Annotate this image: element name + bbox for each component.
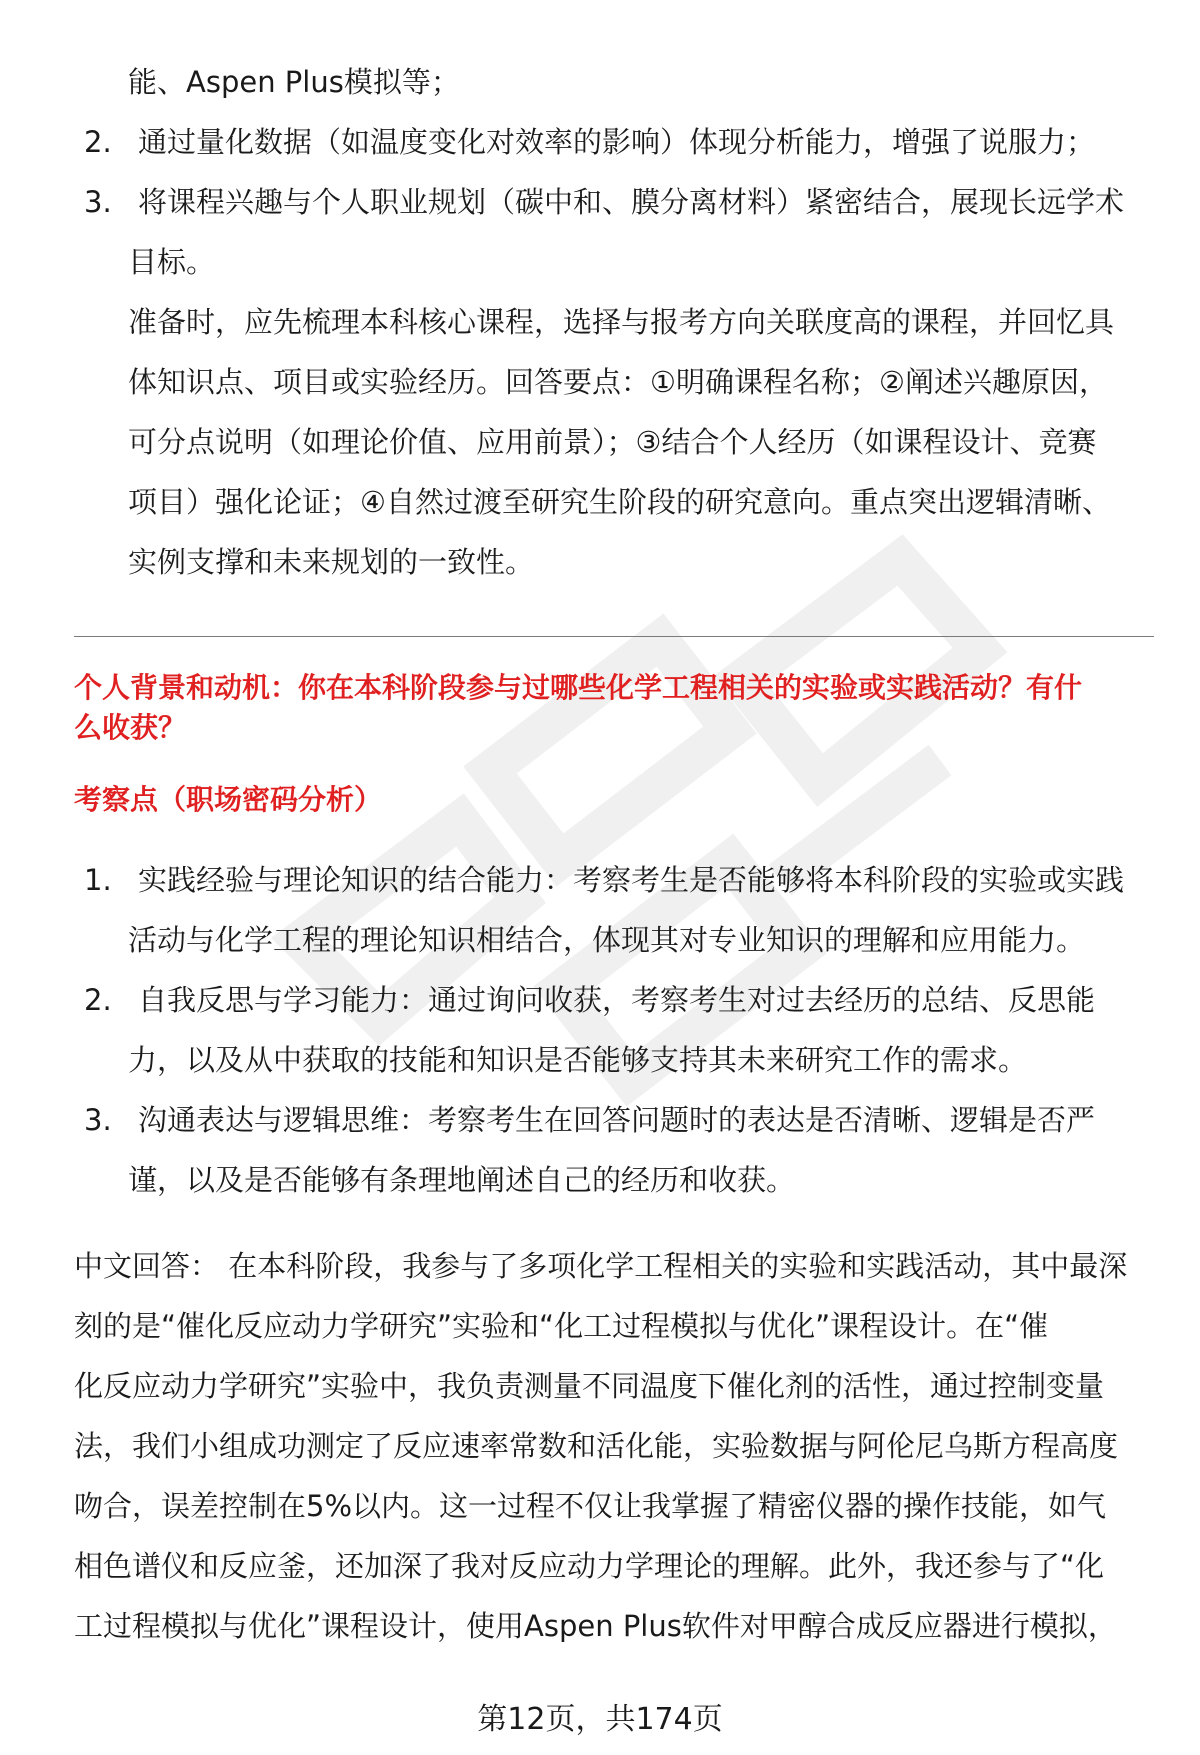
list-item xyxy=(74,112,1154,172)
list-text: 谨，以及是否能够有条理地阐述自己的经历和收获。 xyxy=(128,1163,796,1197)
list-item xyxy=(74,850,1154,970)
question-line: 么收获？ xyxy=(74,711,187,744)
question-line: 个人背景和动机：你在本科阶段参与过哪些化学工程相关的实验或实践活动？有什 xyxy=(74,671,1083,704)
note-line: 项目）强化论证；④自然过渡至研究生阶段的研究意向。重点突出逻辑清晰、 xyxy=(128,485,1111,519)
list-item xyxy=(74,1090,1154,1210)
answer-line: 吻合，误差控制在5%以内。这一过程不仅让我掌握了精密仪器的操作技能，如气 xyxy=(74,1489,1107,1523)
page-footer: 第12页，共174页 xyxy=(477,1702,723,1737)
list-number: 1. xyxy=(84,863,112,897)
answer-line: 刻的是“催化反应动力学研究”实验和“化工过程模拟与优化”课程设计。在“催 xyxy=(74,1309,1049,1343)
note-line: 体知识点、项目或实验经历。回答要点：①明确课程名称；②阐述兴趣原因， xyxy=(128,365,1108,399)
answer-line: 法，我们小组成功测定了反应速率常数和活化能，实验数据与阿伦尼乌斯方程高度 xyxy=(74,1429,1119,1463)
list-text: 将课程兴趣与个人职业规划（碳中和、膜分离材料）紧密结合，展现长远学术 xyxy=(138,185,1125,219)
note-line: 实例支撑和未来规划的一致性。 xyxy=(128,545,535,579)
list-text: 通过量化数据（如温度变化对效率的影响）体现分析能力，增强了说服力； xyxy=(138,125,1096,159)
list-item xyxy=(74,172,1154,292)
list-number: 3. xyxy=(84,185,112,219)
note-line: 可分点说明（如理论价值、应用前景）；③结合个人经历（如课程设计、竞赛 xyxy=(128,425,1097,459)
top-section xyxy=(74,52,1154,592)
list-text: 力，以及从中获取的技能和知识是否能够支持其未来研究工作的需求。 xyxy=(128,1043,1028,1077)
answer-line: 工过程模拟与优化”课程设计，使用Aspen Plus软件对甲醇合成反应器进行模拟， xyxy=(74,1609,1117,1643)
answer-paragraph xyxy=(74,1236,1154,1656)
list-text: 实践经验与理论知识的结合能力：考察考生是否能够将本科阶段的实验或实践 xyxy=(138,863,1125,897)
prep-note xyxy=(74,292,1154,592)
examine-heading: 考察点（职场密码分析） xyxy=(74,783,383,816)
list-text: 沟通表达与逻辑思维：考察考生在回答问题时的表达是否清晰、逻辑是否严 xyxy=(138,1103,1096,1137)
list-text: 自我反思与学习能力：通过询问收获，考察考生对过去经历的总结、反思能 xyxy=(138,983,1096,1017)
list-item xyxy=(74,970,1154,1090)
continued-line: 能、Aspen Plus模拟等； xyxy=(128,65,460,99)
answer-line: 中文回答： 在本科阶段，我参与了多项化学工程相关的实验和实践活动，其中最深 xyxy=(74,1249,1128,1283)
answer-line: 化反应动力学研究”实验中，我负责测量不同温度下催化剂的活性，通过控制变量 xyxy=(74,1369,1105,1403)
list-number: 2. xyxy=(84,983,112,1017)
section-divider xyxy=(74,636,1154,637)
answer-line: 相色谱仪和反应釜，还加深了我对反应动力学理论的理解。此外，我还参与了“化 xyxy=(74,1549,1105,1583)
examine-list xyxy=(74,850,1154,1210)
list-number: 3. xyxy=(84,1103,112,1137)
note-line: 准备时，应先梳理本科核心课程，选择与报考方向关联度高的课程，并回忆具 xyxy=(128,305,1115,339)
question-heading xyxy=(74,668,1154,748)
list-text: 活动与化学工程的理论知识相结合，体现其对专业知识的理解和应用能力。 xyxy=(128,923,1086,957)
list-number: 2. xyxy=(84,125,112,159)
list-text: 目标。 xyxy=(128,245,216,279)
